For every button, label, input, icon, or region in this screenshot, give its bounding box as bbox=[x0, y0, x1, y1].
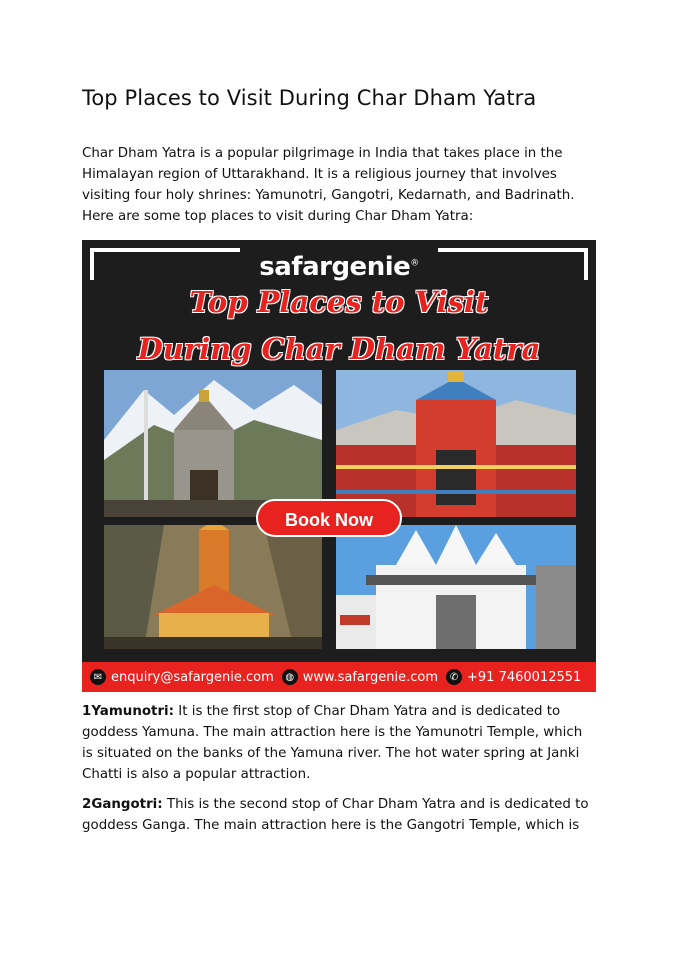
globe-icon: ◍ bbox=[282, 669, 298, 685]
book-now-button: Book Now bbox=[256, 499, 402, 537]
banner-headline-line2: During Char Dham Yatra bbox=[137, 332, 541, 366]
page-title: Top Places to Visit During Char Dham Yatra bbox=[82, 86, 537, 110]
item-number: 2 bbox=[82, 797, 92, 812]
item-text: This is the second stop of Char Dham Yatra and is dedicated to goddess Ganga. The main attraction here is the Gangotri Temple, which is bbox=[82, 797, 589, 833]
banner-headline-line1: Top Places to Visit bbox=[189, 285, 489, 319]
website-text: www.safargenie.com bbox=[302, 669, 439, 685]
item-name: Gangotri bbox=[91, 797, 158, 812]
envelope-icon: ✉ bbox=[90, 669, 106, 685]
list-item-yamunotri: 1Yamunotri: It is the first stop of Char Dham Yatra and is dedicated to goddess Yamuna. The main attraction here is the Yamunotri Temple, which is situated on the banks of the Yamuna river. The hot water spring at Janki Chatti is also a popular attraction. bbox=[82, 704, 583, 782]
kedarnath-photo bbox=[104, 370, 322, 517]
phone-contact bbox=[446, 669, 581, 685]
item-name: Yamunotri bbox=[91, 704, 169, 719]
item-number: 1 bbox=[82, 704, 92, 719]
gangotri-photo bbox=[336, 525, 576, 649]
brand-logo: safargenie® bbox=[259, 252, 419, 282]
phone-icon: ✆ bbox=[446, 669, 462, 685]
item-text: It is the first stop of Char Dham Yatra and is dedicated to goddess Yamuna. The main attraction here is the Yamunotri Temple, which is situated on the banks of the Yamuna river. The hot water spring at Janki Chatti is also a popular attraction. bbox=[82, 704, 583, 782]
website-contact bbox=[282, 669, 438, 685]
badrinath-photo bbox=[336, 370, 576, 517]
list-item-gangotri: 2Gangotri: This is the second stop of Char Dham Yatra and is dedicated to goddess Ganga. The main attraction here is the Gangotri Temple, which is bbox=[82, 797, 589, 833]
promo-banner-image bbox=[82, 240, 596, 692]
email-contact bbox=[90, 669, 274, 685]
email-text: enquiry@safargenie.com bbox=[111, 669, 274, 685]
yamunotri-photo bbox=[104, 525, 322, 649]
intro-paragraph: Char Dham Yatra is a popular pilgrimage in India that takes place in the Himalayan region of Uttarakhand. It is a religious journey that involves visiting four holy shrines: Yamunotri, Gangotri, Kedarnath, and Badrinath. Here are some top places to visit during Char Dham Yatra: bbox=[82, 146, 575, 224]
contact-bar bbox=[82, 662, 596, 692]
phone-text: +91 7460012551 bbox=[467, 669, 582, 685]
